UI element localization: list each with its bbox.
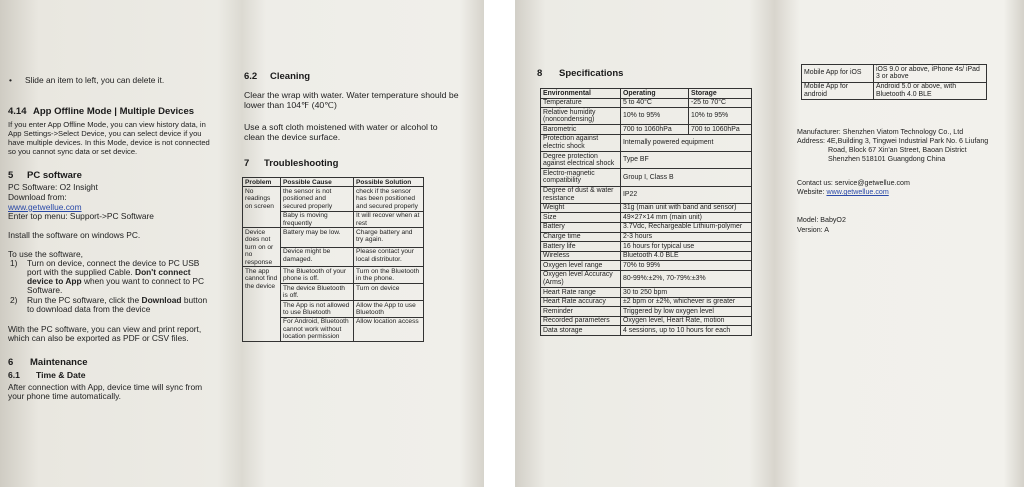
table-row [243,187,424,211]
section-8-number: 8 [537,68,543,79]
step-1-line: port with the supplied Cable. Don't connect [27,267,191,277]
table-cell: Baby is moving frequently [281,211,354,228]
table-cell: 16 hours for typical use [621,242,752,252]
table-header: Problem [243,178,281,187]
section-414-line: App Settings->Select Device, you can select device if you [8,129,202,138]
table-cell: check if the sensor has been positioned and secured properly [354,187,424,211]
section-414-title: App Offline Mode | Multiple Devices [33,106,195,117]
table-cell: Protection against electric shock [541,134,621,151]
table-cell: Charge time [541,232,621,242]
table-cell: Please contact your local distributor. [354,247,424,267]
table-header: Environmental [541,89,621,99]
table-row [541,203,752,213]
table-cell: Triggered by low oxygen level [621,307,752,317]
step-1-line: Software. [27,285,63,295]
section-5-title: PC software [27,170,82,181]
manufacturer-line: Manufacturer: Shenzhen Viatom Technology Co., Ltd [797,128,964,136]
table-row [541,242,752,252]
time-sync-line: After connection with App, device time will sync from [8,382,203,392]
section-414-line: so you cannot sync data or set device. [8,147,138,156]
table-cell: Mobile App for iOS [802,65,874,83]
table-header: Possible Solution [354,178,424,187]
use-intro: To use the software, [8,249,83,259]
table-cell: 31g (main unit with band and sensor) [621,203,752,213]
table-header: Operating [621,89,689,99]
table-cell: 5 to 40°C [621,98,689,108]
step-2-number: 2) [10,295,18,305]
step-1-line: device to App when you want to connect to PC [27,276,205,286]
section-62-number: 6.2 [244,71,258,82]
table-cell: 700 to 1060hPa [689,125,752,135]
table-cell: 49×27×14 mm (main unit) [621,213,752,223]
table-cell: Turn on device [354,284,424,301]
table-row [541,98,752,108]
troubleshooting-table [242,177,424,342]
table-cell: 2-3 hours [621,232,752,242]
step-1-line: Turn on device, connect the device to PC USB [27,258,200,268]
table-cell: 700 to 1060hPa [621,125,689,135]
table-cell: Battery life [541,242,621,252]
table-cell: Battery [541,222,621,232]
table-cell: Device does not turn on or no response [243,228,281,267]
time-sync-line: your phone time automatically. [8,391,121,401]
section-6-title: Maintenance [30,357,88,368]
table-cell: The device Bluetooth is off. [281,284,354,301]
table-cell: No readings on screen [243,187,281,228]
version-line: Version: A [797,226,829,234]
table-cell: 3.7Vdc, Rechargeable Lithium-polymer [621,222,752,232]
table-cell: 10% to 95% [621,108,689,125]
section-7-number: 7 [244,158,250,169]
table-cell: Barometric [541,125,621,135]
contact-line: Contact us: service@getwellue.com [797,179,910,187]
table-cell: 70% to 99% [621,261,752,271]
table-cell: Size [541,213,621,223]
pc-report-line: which can also be exported as PDF or CSV files. [8,333,189,343]
table-row [541,316,752,326]
table-cell: Mobile App for android [802,82,874,100]
table-row [541,288,752,298]
table-row [541,326,752,336]
website-link[interactable]: www.getwellue.com [826,188,889,196]
table-cell: Relative humidity (noncondensing) [541,108,621,125]
section-414-line: have multiple devices. In this Mode, device is not connected [8,138,210,147]
table-cell: Turn on the Bluetooth in the phone. [354,267,424,284]
table-row [541,307,752,317]
contact-email[interactable]: service@getwellue.com [834,179,910,187]
table-cell: IP22 [621,186,752,203]
table-cell: ±2 bpm or ±2%, whichever is greater [621,297,752,307]
table-header-row [541,89,752,99]
table-cell: Oxygen level range [541,261,621,271]
table-cell: Recorded parameters [541,316,621,326]
section-6-number: 6 [8,357,14,368]
section-8-title: Specifications [559,68,624,79]
table-row [541,222,752,232]
cleaning-line: Use a soft cloth moistened with water or alcohol to [244,122,438,132]
section-414-line: If you enter App Offline Mode, you can view history data, in [8,120,206,129]
table-row [541,169,752,186]
pc-software-name: PC Software: O2 Insight [8,182,98,192]
table-cell: Wireless [541,251,621,261]
left-photo [0,0,484,487]
table-cell: Heart Rate accuracy [541,297,621,307]
model-line: Model: BabyO2 [797,216,846,224]
table-cell: Degree of dust & water resistance [541,186,621,203]
table-row [541,108,752,125]
table-cell: Charge battery and try again. [354,228,424,248]
table-header: Storage [689,89,752,99]
table-row [243,267,424,284]
download-from: Download from: [8,192,67,202]
table-cell: Data storage [541,326,621,336]
table-cell: Android 5.0 or above, with Bluetooth 4.0 BLE [874,82,987,100]
table-cell: For Android, Bluetooth cannot work without location permission [281,317,354,341]
table-cell: 80-99%:±2%, 70-79%:±3% [621,270,752,287]
table-cell: Heart Rate range [541,288,621,298]
table-cell: The app cannot find the device [243,267,281,342]
table-cell: Battery may be low. [281,228,354,248]
section-61-number: 6.1 [8,370,20,380]
step-2-line: to download data from the device [27,304,151,314]
table-row [541,186,752,203]
table-cell: The Bluetooth of your phone is off. [281,267,354,284]
table-cell: The App is not allowed to use Bluetooth [281,301,354,318]
table-cell: Type BF [621,152,752,169]
cleaning-line: lower than 104℉ (40℃) [244,100,337,110]
right-photo [515,0,1024,487]
install-note: Install the software on windows PC. [8,230,141,240]
bullet: • [9,75,12,85]
table-row [541,297,752,307]
step-1-number: 1) [10,258,18,268]
table-row [541,270,752,287]
table-cell: Electro-magnetic compatibility [541,169,621,186]
table-cell: 30 to 250 bpm [621,288,752,298]
table-cell: It will recover when at rest [354,211,424,228]
table-row [802,65,987,83]
table-cell: Internally powered equipment [621,134,752,151]
table-row [541,134,752,151]
section-62-title: Cleaning [270,71,311,82]
table-cell: Degree protection against electrical shock [541,152,621,169]
menu-path: Enter top menu: Support->PC Software [8,211,154,221]
table-header-row [243,178,424,187]
table-row [541,125,752,135]
table-cell: Group I, Class B [621,169,752,186]
table-cell: Bluetooth 4.0 BLE [621,251,752,261]
section-61-title: Time & Date [36,370,86,380]
table-cell: Allow location access [354,317,424,341]
bullet-text: Slide an item to left, you can delete it. [25,75,165,85]
download-link[interactable]: www.getwellue.com [8,202,82,212]
photo-separator [484,0,515,487]
table-row [541,251,752,261]
cleaning-line: clean the device surface. [244,132,341,142]
table-header: Possible Cause [281,178,354,187]
table-cell: Reminder [541,307,621,317]
section-414-number: 4.14 [8,106,27,117]
table-cell: 10% to 95% [689,108,752,125]
table-row [541,232,752,242]
table-cell: the sensor is not positioned and secured properly [281,187,354,211]
specifications-table [540,88,752,336]
table-row [243,228,424,248]
manufacturer-line: Address: 4E,Building 3, Tingwei Industrial Park No. 6 Liufang [797,137,989,145]
table-cell: iOS 9.0 or above, iPhone 4s/ iPad 3 or above [874,65,987,83]
table-cell: Oxygen level, Heart Rate, motion [621,316,752,326]
table-row [541,213,752,223]
step-2-line: Run the PC software, click the Download button [27,295,208,305]
cleaning-line: Clear the wrap with water. Water temperature should be [244,90,459,100]
table-cell: Temperature [541,98,621,108]
table-row [802,82,987,100]
section-7-title: Troubleshooting [264,158,339,169]
table-row [541,261,752,271]
table-cell: 4 sessions, up to 10 hours for each [621,326,752,336]
manufacturer-line: Shenzhen 518101 Guangdong China [828,155,946,163]
table-cell: Device might be damaged. [281,247,354,267]
table-cell: Weight [541,203,621,213]
table-cell: Oxygen level Accuracy (Arms) [541,270,621,287]
table-cell: -25 to 70°C [689,98,752,108]
pc-report-line: With the PC software, you can view and print report, [8,324,202,334]
table-row [541,152,752,169]
table-cell: Allow the App to use Bluetooth [354,301,424,318]
mobile-app-table [801,64,987,100]
section-5-number: 5 [8,170,14,181]
manufacturer-line: Road, Block 67 Xin'an Street, Baoan District [828,146,967,154]
website-line: Website: www.getwellue.com [797,188,889,196]
